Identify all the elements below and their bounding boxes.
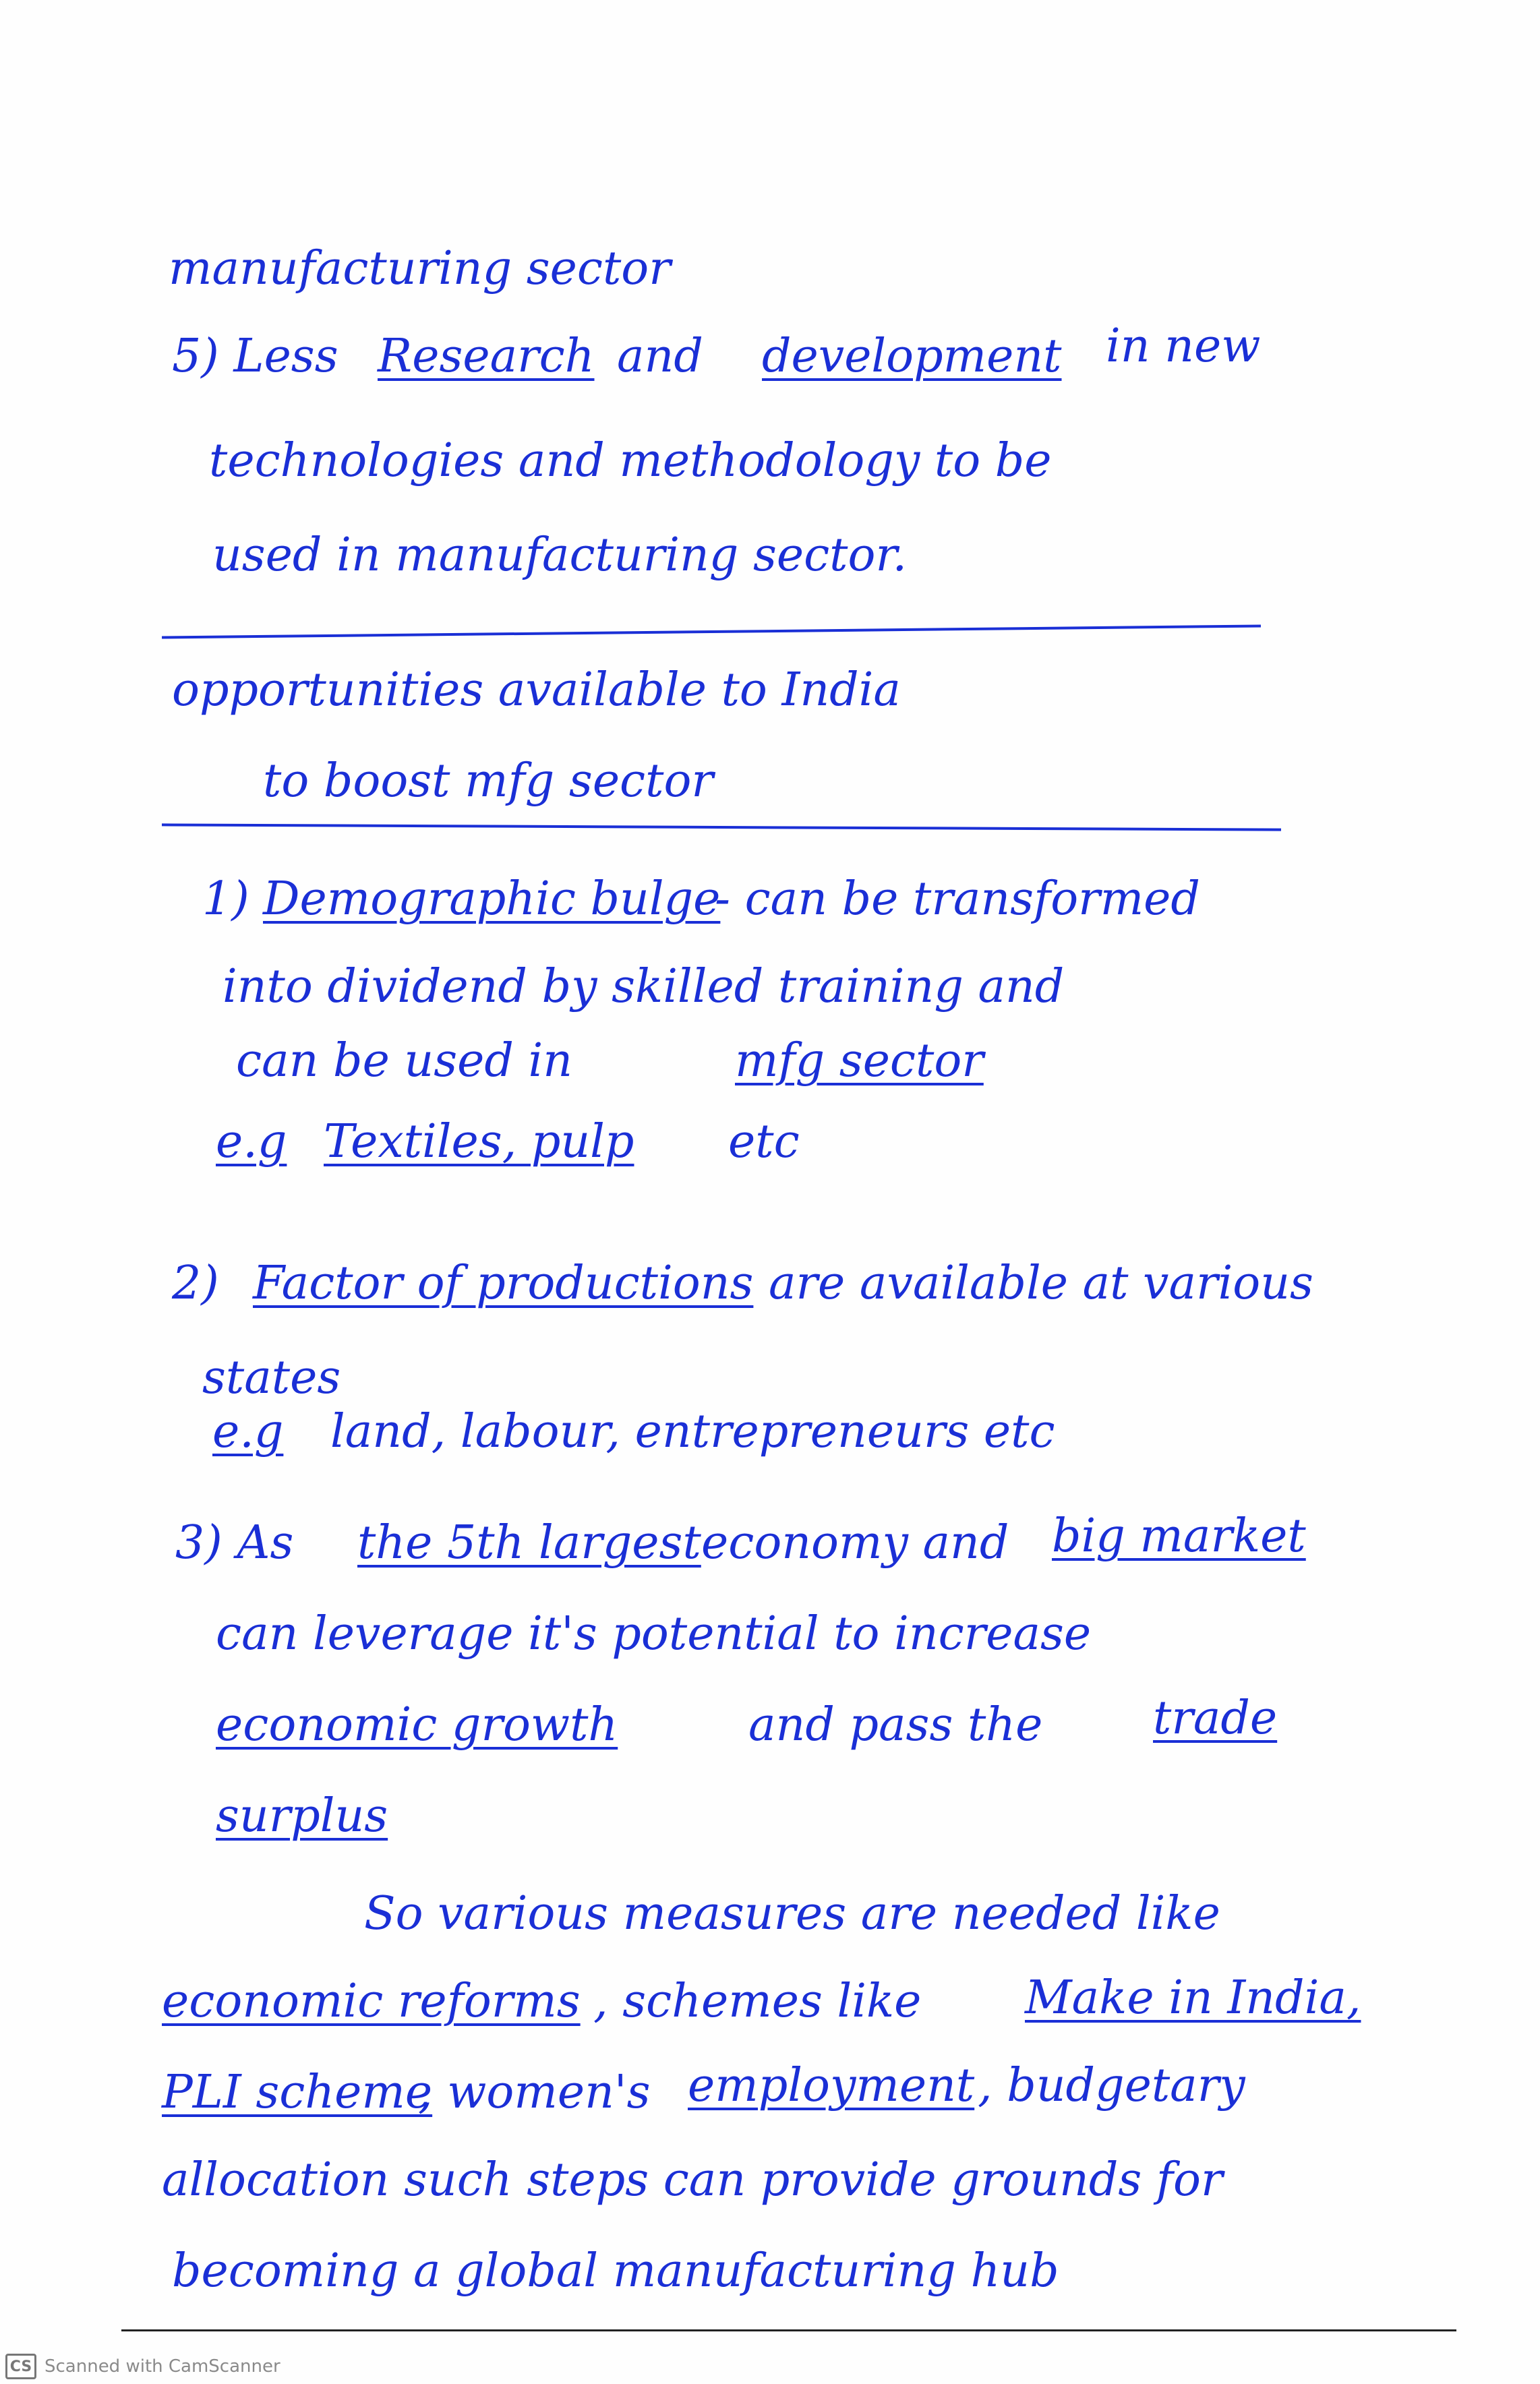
point-2-label: 2) [172, 1257, 219, 1310]
mfg-sector-text: mfg sector [735, 1034, 984, 1087]
camscanner-logo-icon: CS [5, 2354, 36, 2379]
divider-rule-1 [162, 624, 1261, 638]
land-labour-text: land, labour, entrepreneurs etc [330, 1405, 1055, 1458]
pli-scheme-text: PLI scheme [162, 2066, 433, 2119]
states-text: states [202, 1351, 341, 1404]
economic-reforms-text: economic reforms [162, 1975, 581, 2028]
are-available-text: are available at various [769, 1257, 1313, 1310]
textiles-pulp-text: Textiles, pulp [324, 1115, 634, 1168]
research-text: Research [378, 330, 595, 383]
point-1-label: 1) [202, 872, 249, 926]
budgetary-text: , budgetary [978, 2059, 1245, 2112]
line-so-various: So various measures are needed like [364, 1887, 1220, 1940]
heading-boost-mfg: to boost mfg sector [263, 754, 713, 808]
eg-label-2: e.g [212, 1405, 284, 1458]
surplus-text: surplus [216, 1789, 388, 1843]
etc-text-1: etc [728, 1115, 800, 1168]
womens-text: , women's [418, 2066, 651, 2119]
point-5-label: 5) Less [172, 330, 338, 383]
line-into-dividend: into dividend by skilled training and [223, 960, 1065, 1013]
camscanner-footer-text: Scanned with CamScanner [45, 2356, 280, 2377]
schemes-like-text: , schemes like [593, 1975, 922, 2028]
eg-label-1: e.g [216, 1115, 287, 1168]
line-manufacturing-sector: manufacturing sector [169, 242, 671, 295]
line-technologies: technologies and methodology to be [209, 434, 1052, 487]
employment-text: employment [688, 2059, 975, 2112]
line-allocation: allocation such steps can provide grounds for [162, 2153, 1223, 2207]
heading-opportunities: opportunities available to India [172, 663, 901, 717]
make-in-india-text: Make in India, [1025, 1971, 1361, 2025]
big-market-text: big market [1052, 1510, 1306, 1563]
in-new-text: in new [1106, 320, 1261, 373]
can-be-used-text: can be used in [236, 1034, 573, 1087]
footer-rule [121, 2329, 1456, 2331]
and-text: and [617, 330, 703, 383]
economy-and-text: economy and [701, 1516, 1009, 1570]
camscanner-footer [5, 2352, 280, 2381]
factor-of-productions-text: Factor of productions [253, 1257, 754, 1310]
fifth-largest-text: the 5th largest [357, 1516, 701, 1570]
line-used-in: used in manufacturing sector. [212, 529, 908, 582]
line-leverage: can leverage it's potential to increase [216, 1607, 1092, 1661]
economic-growth-text: economic growth [216, 1698, 618, 1752]
development-text: development [762, 330, 1062, 383]
can-be-transformed-text: - can be transformed [715, 872, 1200, 926]
line-becoming-hub: becoming a global manufacturing hub [172, 2244, 1059, 2298]
point-3-label: 3) As [175, 1516, 294, 1570]
and-pass-the-text: and pass the [748, 1698, 1043, 1752]
divider-rule-2 [162, 823, 1281, 831]
trade-text: trade [1153, 1692, 1278, 1745]
demographic-bulge-text: Demographic bulge [263, 872, 721, 926]
